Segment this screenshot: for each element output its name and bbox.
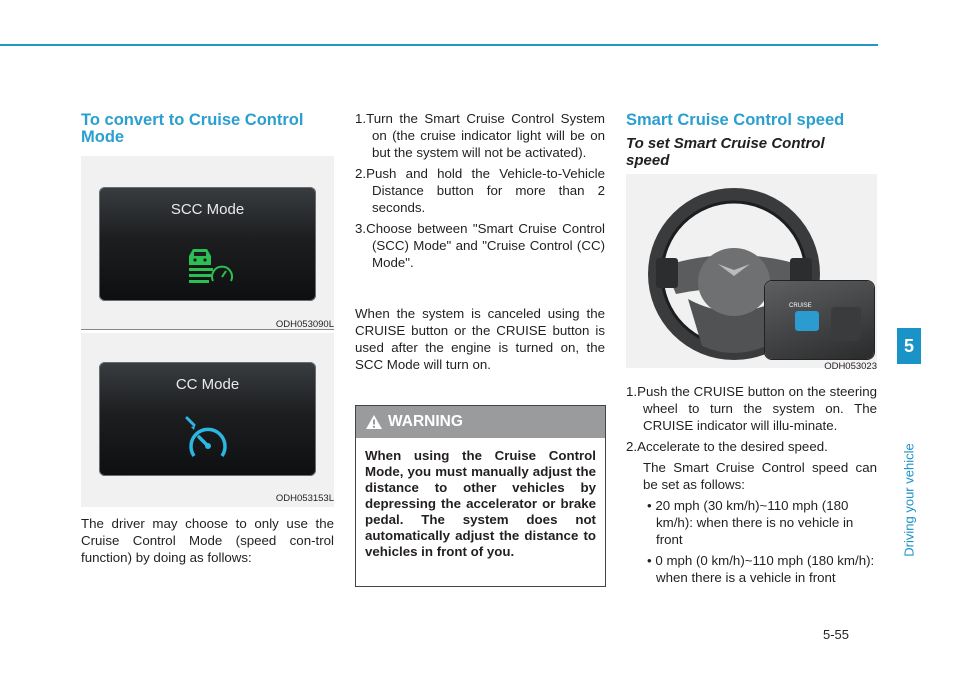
warning-box <box>355 405 606 587</box>
chapter-title: Driving your vehicle <box>901 443 917 557</box>
cruise-button-label: CRUISE <box>789 303 812 309</box>
top-rule <box>0 44 878 46</box>
cc-mode-display <box>99 362 316 476</box>
warning-body: When using the Cruise Control Mode, you must manually adjust the distance to other vehicles by depressing the accelerator or brake pedal. The system does not automatically adjust the distance to vehicles in front of you. <box>365 448 596 559</box>
cc-mode-figure <box>81 333 334 507</box>
cruise-button <box>795 311 819 331</box>
list-item: 3.Choose between "Smart Cruise Control (SCC) Mode" and "Cruise Control (CC) Mode". <box>355 221 605 270</box>
chapter-number-tab: 5 <box>897 328 921 364</box>
section-heading-speed: Smart Cruise Control speed <box>626 111 845 129</box>
page-number: 5-55 <box>823 627 850 642</box>
list-item: 2.Accelerate to the desired speed. <box>626 439 828 454</box>
scc-mode-title: SCC Mode <box>170 201 245 218</box>
speed-range-intro: The Smart Cruise Control speed can be set as follows: <box>643 460 877 492</box>
list-item: • 0 mph (0 km/h)~110 mph (180 km/h): when there is a vehicle in front <box>647 553 875 585</box>
intro-paragraph: The driver may choose to only use the Cruise Control Mode (speed con-trol function) by doing as follows: <box>81 516 334 565</box>
list-item: 1.Turn the Smart Cruise Control System on (the cruise indicator light will be on but the system will not be activated). <box>355 111 605 160</box>
control-buttons-inset <box>764 280 875 360</box>
warning-title: WARNING <box>388 413 463 430</box>
section-heading-convert: To convert to Cruise Control Mode <box>81 111 304 146</box>
convert-steps <box>355 110 605 275</box>
list-item: • 20 mph (30 km/h)~110 mph (180 km/h): when there is no vehicle in front <box>647 498 854 547</box>
figure-caption: ODH053153L <box>275 493 334 504</box>
cancel-paragraph: When the system is canceled using the CRUISE button or the CRUISE button is used after the engine is turned on, the SCC Mode will turn on. <box>355 306 605 372</box>
subheading-set-speed: To set Smart Cruise Control speed <box>626 135 825 169</box>
list-item: 2.Push and hold the Vehicle-to-Vehicle Distance button for more than 2 seconds. <box>355 166 605 215</box>
steering-wheel-figure <box>626 174 877 372</box>
figure-caption: ODH053090L <box>275 319 334 330</box>
warning-triangle-icon <box>366 415 382 429</box>
cc-speedometer-icon <box>182 416 234 462</box>
warning-header <box>356 406 605 438</box>
cc-mode-title: CC Mode <box>175 376 240 393</box>
speed-range-list <box>626 497 877 586</box>
figure-caption: ODH053023 <box>824 361 877 372</box>
list-item: 1.Push the CRUISE button on the steering wheel to turn the system on. The CRUISE indicator will illu-minate. <box>626 384 877 433</box>
scc-car-speedometer-icon <box>187 245 233 285</box>
speed-steps <box>626 383 877 590</box>
chapter-sidebar <box>897 0 960 689</box>
scc-mode-display <box>99 187 316 301</box>
scc-mode-figure <box>81 156 334 330</box>
